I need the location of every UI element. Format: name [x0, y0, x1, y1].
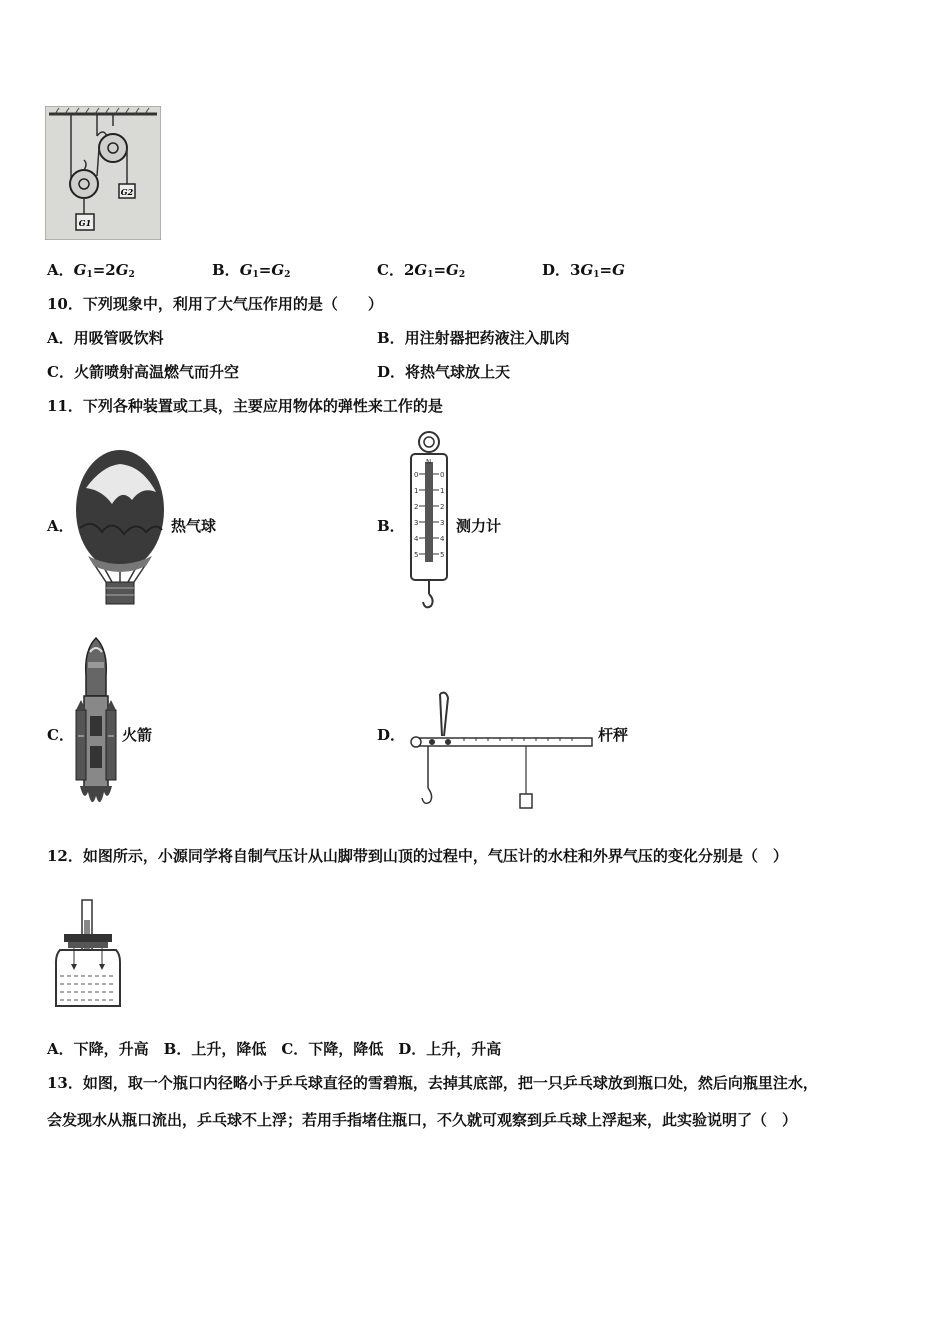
- scale-unit-mark: N: [426, 458, 432, 466]
- scale-mark-2-right: 2: [440, 503, 445, 511]
- q9-b-letter: B．: [212, 261, 240, 279]
- scale-mark-0-right: 0: [440, 471, 445, 479]
- q9-option-d: [542, 260, 625, 285]
- q11-b-letter: B．: [377, 517, 405, 535]
- q11-d-label: 杆秤: [598, 726, 629, 744]
- q9-option-c: [377, 260, 465, 285]
- rocket-image: [72, 636, 120, 812]
- q11-d-letter: D．: [377, 726, 406, 744]
- scale-mark-4-left: 4: [414, 535, 419, 543]
- q9-c-s2: 2: [458, 270, 466, 280]
- scale-mark-5-left: 5: [414, 551, 419, 559]
- q9-a-p2: =2: [92, 261, 116, 279]
- q9-a-s1: 1: [86, 270, 93, 280]
- q12-options: A．下降，升高 B．上升，降低 C．下降，降低 D．上升，升高: [47, 1040, 502, 1058]
- q9-c-p1: G: [414, 261, 428, 279]
- q11-a-letter: A．: [47, 517, 74, 535]
- q9-d-letter: D．: [542, 261, 571, 279]
- q9-a-p3: G: [115, 261, 129, 279]
- q9-a-s2: 2: [128, 270, 135, 280]
- q9-b-p2: =: [258, 261, 272, 279]
- q9-c-s1: 1: [427, 270, 434, 280]
- q11-a-label: 热气球: [171, 517, 217, 535]
- q10-option-d: D．将热气球放上天: [377, 363, 511, 381]
- q12-stem: 12．如图所示，小源同学将自制气压计从山脚带到山顶的过程中，气压计的水柱和外界气压的变化分别是（ ）: [47, 847, 788, 865]
- q10-option-a: A．用吸管吸饮料: [47, 329, 164, 347]
- q11-c-label: 火箭: [122, 726, 153, 744]
- pulley-figure: [45, 106, 161, 240]
- q9-b-p1: G: [239, 261, 253, 279]
- scale-mark-5-right: 5: [440, 551, 445, 559]
- q9-d-p0: 3: [570, 261, 581, 279]
- q9-b-s2: 2: [284, 270, 291, 280]
- barometer-bottle-image: [52, 898, 124, 1012]
- q11-stem: 11．下列各种装置或工具，主要应用物体的弹性来工作的是: [47, 397, 443, 415]
- q10-stem: 10．下列现象中，利用了大气压作用的是（ ）: [47, 295, 383, 313]
- scale-mark-3-left: 3: [414, 519, 419, 527]
- q9-c-p0: 2: [403, 261, 415, 279]
- q10-option-b: B．用注射器把药液注入肌肉: [377, 329, 570, 347]
- q9-option-b: [212, 260, 290, 285]
- q11-b-label: 测力计: [456, 517, 502, 535]
- q9-d-p3: G: [612, 261, 625, 279]
- scale-mark-1-right: 1: [440, 487, 445, 495]
- q9-b-p3: G: [271, 261, 285, 279]
- scale-mark-3-right: 3: [440, 519, 445, 527]
- q13-line2: 会发现水从瓶口流出，乒乓球不上浮；若用手指堵住瓶口，不久就可观察到乒乓球上浮起来，此实验说明了（ ）: [47, 1111, 798, 1129]
- q9-a-p1: G: [73, 261, 87, 279]
- q9-option-a: [47, 260, 135, 285]
- scale-mark-0-left: 0: [414, 471, 419, 479]
- q13-line1: 13．如图，取一个瓶口内径略小于乒乓球直径的雪碧瓶，去掉其底部，把一只乒乓球放到瓶口处，然后向瓶里注水，: [47, 1074, 818, 1092]
- q9-a-letter: A．: [47, 261, 74, 279]
- q9-d-p1: G: [580, 261, 594, 279]
- q9-d-p2: =: [599, 261, 613, 279]
- q11-c-letter: C．: [47, 726, 74, 744]
- q10-option-c: C．火箭喷射高温燃气而升空: [47, 363, 239, 381]
- q9-c-p2: =: [433, 261, 447, 279]
- q9-d-s1: 1: [593, 270, 600, 280]
- q9-c-letter: C．: [377, 261, 404, 279]
- spring-scale-image: [405, 430, 453, 612]
- scale-mark-4-right: 4: [440, 535, 445, 543]
- q9-b-s1: 1: [252, 270, 259, 280]
- q9-c-p3: G: [446, 261, 459, 279]
- scale-mark-1-left: 1: [414, 487, 419, 495]
- hot-air-balloon-image: [72, 448, 168, 610]
- scale-mark-2-left: 2: [414, 503, 419, 511]
- g1-label: G1: [78, 218, 92, 228]
- g2-label: G2: [120, 187, 134, 197]
- steelyard-image: [404, 690, 596, 816]
